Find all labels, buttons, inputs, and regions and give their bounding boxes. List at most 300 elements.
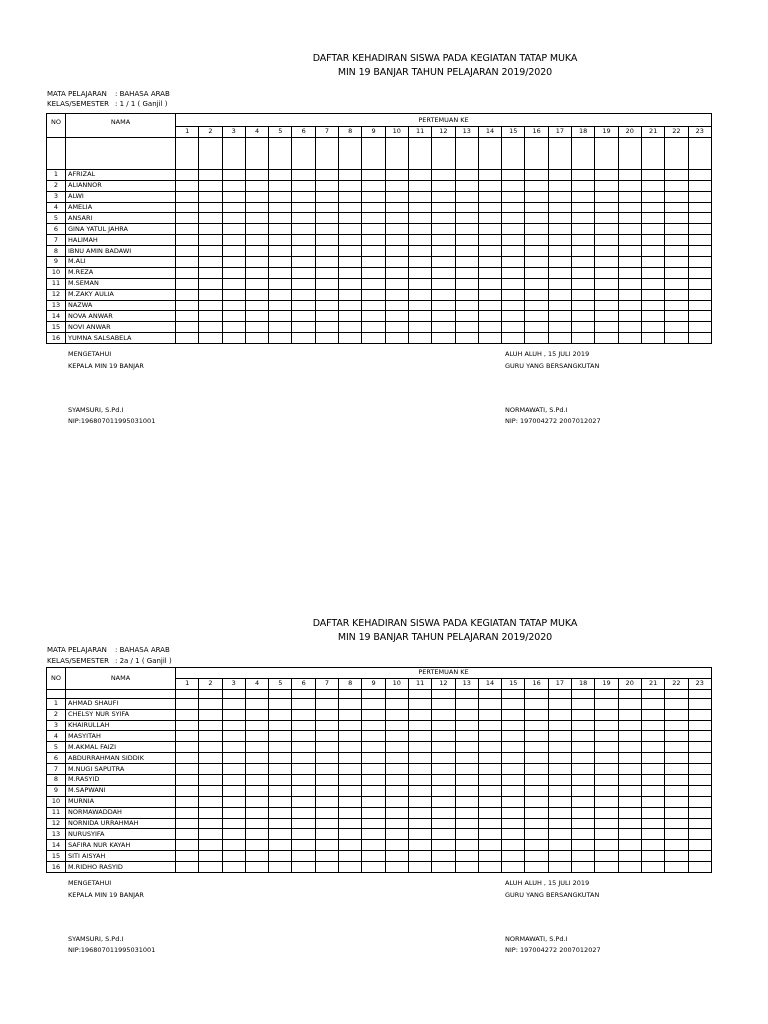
- attendance-cell: [618, 322, 641, 333]
- attendance-cell: [245, 278, 268, 289]
- attendance-cell: [408, 202, 431, 213]
- attendance-cell: [176, 289, 199, 300]
- attendance-cell: [502, 257, 525, 268]
- meeting-number: 4: [245, 127, 268, 138]
- attendance-cell: [455, 300, 478, 311]
- attendance-cell: [502, 775, 525, 786]
- attendance-cell: [548, 311, 571, 322]
- attendance-cell: [641, 213, 664, 224]
- attendance-cell: [525, 851, 548, 862]
- attendance-cell: [222, 698, 245, 709]
- attendance-cell: [688, 224, 712, 235]
- attendance-cell: [525, 775, 548, 786]
- attendance-cell: [641, 731, 664, 742]
- attendance-cell: [339, 840, 362, 851]
- attendance-cell: [176, 213, 199, 224]
- blank-cell: [222, 137, 245, 169]
- student-name: NURUSYIFA: [66, 829, 176, 840]
- attendance-cell: [245, 796, 268, 807]
- attendance-cell: [595, 818, 618, 829]
- attendance-cell: [641, 300, 664, 311]
- attendance-cell: [362, 246, 385, 257]
- attendance-cell: [292, 840, 315, 851]
- attendance-cell: [478, 742, 501, 753]
- meeting-number: 14: [478, 127, 501, 138]
- attendance-cell: [502, 764, 525, 775]
- attendance-cell: [222, 764, 245, 775]
- attendance-cell: [595, 753, 618, 764]
- attendance-cell: [385, 775, 408, 786]
- attendance-cell: [292, 257, 315, 268]
- subject-row: [47, 90, 170, 98]
- attendance-cell: [176, 235, 199, 246]
- student-number: 11: [47, 278, 66, 289]
- attendance-cell: [572, 180, 595, 191]
- attendance-cell: [455, 775, 478, 786]
- blank-cell: [688, 689, 712, 698]
- attendance-cell: [385, 235, 408, 246]
- attendance-cell: [595, 742, 618, 753]
- student-row: [47, 742, 712, 753]
- attendance-cell: [362, 720, 385, 731]
- attendance-cell: [618, 278, 641, 289]
- attendance-cell: [292, 289, 315, 300]
- blank-cell: [362, 137, 385, 169]
- attendance-cell: [339, 289, 362, 300]
- attendance-cell: [315, 753, 338, 764]
- attendance-cell: [688, 235, 712, 246]
- attendance-cell: [618, 213, 641, 224]
- attendance-cell: [339, 862, 362, 873]
- student-name: GINA YATUL JAHRA: [66, 224, 176, 235]
- student-row: [47, 191, 712, 202]
- attendance-cell: [176, 169, 199, 180]
- attendance-cell: [548, 753, 571, 764]
- attendance-cell: [432, 742, 455, 753]
- blank-cell: [478, 689, 501, 698]
- attendance-cell: [292, 311, 315, 322]
- student-row: [47, 180, 712, 191]
- attendance-cell: [665, 742, 688, 753]
- attendance-cell: [548, 742, 571, 753]
- attendance-cell: [292, 169, 315, 180]
- attendance-cell: [176, 753, 199, 764]
- attendance-cell: [362, 753, 385, 764]
- attendance-cell: [245, 246, 268, 257]
- sheet-title-line2: MIN 19 BANJAR TAHUN PELAJARAN 2019/2020: [337, 67, 553, 78]
- attendance-cell: [502, 840, 525, 851]
- attendance-cell: [455, 191, 478, 202]
- attendance-cell: [408, 829, 431, 840]
- attendance-cell: [641, 180, 664, 191]
- student-name: M.AKMAL FAIZI: [66, 742, 176, 753]
- attendance-cell: [641, 720, 664, 731]
- attendance-cell: [502, 311, 525, 322]
- attendance-cell: [292, 202, 315, 213]
- attendance-cell: [641, 257, 664, 268]
- student-row: [47, 829, 712, 840]
- attendance-cell: [362, 213, 385, 224]
- attendance-cell: [292, 753, 315, 764]
- attendance-cell: [339, 202, 362, 213]
- attendance-cell: [339, 191, 362, 202]
- attendance-cell: [269, 785, 292, 796]
- attendance-cell: [595, 202, 618, 213]
- attendance-cell: [176, 333, 199, 344]
- attendance-cell: [432, 257, 455, 268]
- blank-cell: [176, 137, 199, 169]
- attendance-cell: [478, 698, 501, 709]
- attendance-cell: [292, 709, 315, 720]
- meeting-number: 5: [269, 678, 292, 689]
- attendance-cell: [339, 267, 362, 278]
- attendance-cell: [339, 720, 362, 731]
- student-row: [47, 753, 712, 764]
- attendance-cell: [572, 267, 595, 278]
- attendance-cell: [688, 289, 712, 300]
- attendance-cell: [245, 213, 268, 224]
- attendance-cell: [548, 720, 571, 731]
- student-number: 9: [47, 785, 66, 796]
- attendance-cell: [385, 246, 408, 257]
- attendance-cell: [665, 731, 688, 742]
- attendance-cell: [595, 267, 618, 278]
- blank-cell: [269, 689, 292, 698]
- attendance-cell: [641, 829, 664, 840]
- attendance-cell: [432, 775, 455, 786]
- student-number: 3: [47, 191, 66, 202]
- attendance-cell: [385, 257, 408, 268]
- attendance-cell: [385, 731, 408, 742]
- attendance-cell: [269, 796, 292, 807]
- attendance-cell: [595, 720, 618, 731]
- attendance-cell: [315, 333, 338, 344]
- attendance-cell: [385, 333, 408, 344]
- attendance-cell: [292, 807, 315, 818]
- attendance-cell: [665, 753, 688, 764]
- blank-header-row: [47, 137, 712, 169]
- attendance-cell: [269, 851, 292, 862]
- attendance-cell: [525, 300, 548, 311]
- attendance-cell: [665, 807, 688, 818]
- attendance-cell: [362, 191, 385, 202]
- attendance-cell: [176, 267, 199, 278]
- student-name: AMELIA: [66, 202, 176, 213]
- student-number: 8: [47, 246, 66, 257]
- attendance-cell: [408, 246, 431, 257]
- left-signature-name: SYAMSURI, S.Pd.I: [68, 406, 124, 414]
- student-name: NOVA ANWAR: [66, 311, 176, 322]
- attendance-cell: [641, 742, 664, 753]
- attendance-cell: [339, 742, 362, 753]
- subject-row: [47, 646, 170, 654]
- attendance-cell: [688, 720, 712, 731]
- attendance-cell: [292, 698, 315, 709]
- attendance-cell: [199, 213, 222, 224]
- student-row: [47, 224, 712, 235]
- blank-cell: [688, 137, 712, 169]
- attendance-cell: [432, 191, 455, 202]
- attendance-cell: [222, 742, 245, 753]
- attendance-cell: [525, 289, 548, 300]
- attendance-cell: [269, 731, 292, 742]
- attendance-cell: [315, 300, 338, 311]
- attendance-cell: [432, 829, 455, 840]
- attendance-cell: [222, 300, 245, 311]
- student-row: [47, 289, 712, 300]
- attendance-cell: [548, 851, 571, 862]
- attendance-cell: [292, 775, 315, 786]
- student-name: M.NUGI SAPUTRA: [66, 764, 176, 775]
- attendance-cell: [595, 785, 618, 796]
- attendance-cell: [665, 709, 688, 720]
- attendance-cell: [665, 840, 688, 851]
- attendance-cell: [618, 709, 641, 720]
- attendance-cell: [478, 785, 501, 796]
- attendance-cell: [432, 720, 455, 731]
- attendance-cell: [595, 333, 618, 344]
- student-number: 6: [47, 753, 66, 764]
- attendance-cell: [199, 202, 222, 213]
- attendance-cell: [572, 862, 595, 873]
- attendance-cell: [502, 851, 525, 862]
- left-signature-role: KEPALA MIN 19 BANJAR: [68, 891, 144, 899]
- header-row: [47, 668, 712, 679]
- attendance-cell: [641, 235, 664, 246]
- attendance-cell: [665, 246, 688, 257]
- attendance-cell: [245, 311, 268, 322]
- attendance-cell: [432, 180, 455, 191]
- attendance-cell: [502, 862, 525, 873]
- attendance-cell: [339, 818, 362, 829]
- student-name: M.ALI: [66, 257, 176, 268]
- blank-cell: [641, 689, 664, 698]
- blank-cell: [408, 689, 431, 698]
- attendance-cell: [269, 333, 292, 344]
- attendance-cell: [245, 267, 268, 278]
- attendance-cell: [502, 785, 525, 796]
- blank-cell: [548, 689, 571, 698]
- attendance-cell: [432, 246, 455, 257]
- student-row: [47, 246, 712, 257]
- attendance-cell: [269, 698, 292, 709]
- student-row: [47, 840, 712, 851]
- student-name: M.SAPWANI: [66, 785, 176, 796]
- attendance-cell: [222, 333, 245, 344]
- blank-cell: [618, 689, 641, 698]
- attendance-cell: [525, 311, 548, 322]
- attendance-cell: [199, 829, 222, 840]
- attendance-cell: [339, 180, 362, 191]
- attendance-cell: [176, 191, 199, 202]
- attendance-cell: [455, 322, 478, 333]
- attendance-cell: [176, 785, 199, 796]
- attendance-cell: [688, 267, 712, 278]
- student-row: [47, 278, 712, 289]
- student-number: 5: [47, 213, 66, 224]
- student-name: ANSARI: [66, 213, 176, 224]
- attendance-cell: [176, 796, 199, 807]
- attendance-cell: [525, 180, 548, 191]
- attendance-cell: [455, 169, 478, 180]
- attendance-cell: [548, 862, 571, 873]
- attendance-cell: [455, 807, 478, 818]
- student-name: IBNU AMIN BADAWI: [66, 246, 176, 257]
- attendance-cell: [618, 300, 641, 311]
- attendance-cell: [176, 300, 199, 311]
- attendance-cell: [502, 709, 525, 720]
- student-number: 15: [47, 322, 66, 333]
- attendance-cell: [641, 202, 664, 213]
- attendance-cell: [269, 289, 292, 300]
- attendance-cell: [688, 775, 712, 786]
- attendance-cell: [315, 224, 338, 235]
- attendance-cell: [432, 753, 455, 764]
- attendance-cell: [362, 224, 385, 235]
- attendance-cell: [618, 862, 641, 873]
- attendance-cell: [339, 709, 362, 720]
- attendance-cell: [362, 840, 385, 851]
- attendance-cell: [502, 322, 525, 333]
- attendance-cell: [199, 698, 222, 709]
- attendance-cell: [595, 840, 618, 851]
- attendance-cell: [595, 246, 618, 257]
- attendance-cell: [315, 720, 338, 731]
- attendance-cell: [269, 213, 292, 224]
- attendance-cell: [362, 698, 385, 709]
- attendance-cell: [315, 829, 338, 840]
- attendance-cell: [385, 709, 408, 720]
- attendance-cell: [362, 267, 385, 278]
- attendance-cell: [269, 764, 292, 775]
- attendance-cell: [618, 267, 641, 278]
- attendance-cell: [408, 333, 431, 344]
- attendance-cell: [292, 246, 315, 257]
- student-row: [47, 764, 712, 775]
- attendance-cell: [665, 764, 688, 775]
- blank-cell: [385, 689, 408, 698]
- student-number: 12: [47, 289, 66, 300]
- meeting-number: 23: [688, 127, 712, 138]
- blank-cell: [176, 689, 199, 698]
- student-number: 10: [47, 267, 66, 278]
- attendance-cell: [665, 829, 688, 840]
- attendance-cell: [548, 300, 571, 311]
- student-row: [47, 300, 712, 311]
- attendance-cell: [665, 191, 688, 202]
- attendance-cell: [408, 862, 431, 873]
- attendance-cell: [455, 720, 478, 731]
- attendance-cell: [245, 224, 268, 235]
- attendance-cell: [665, 322, 688, 333]
- attendance-cell: [478, 202, 501, 213]
- attendance-cell: [502, 333, 525, 344]
- attendance-cell: [502, 742, 525, 753]
- sheet-title-line1: DAFTAR KEHADIRAN SISWA PADA KEGIATAN TATAP MUKA: [312, 53, 578, 64]
- attendance-cell: [502, 213, 525, 224]
- attendance-cell: [199, 300, 222, 311]
- attendance-cell: [525, 698, 548, 709]
- attendance-cell: [478, 213, 501, 224]
- attendance-cell: [618, 169, 641, 180]
- meeting-number: 22: [665, 678, 688, 689]
- attendance-cell: [595, 709, 618, 720]
- attendance-cell: [269, 180, 292, 191]
- student-row: [47, 731, 712, 742]
- attendance-cell: [502, 829, 525, 840]
- attendance-cell: [525, 753, 548, 764]
- attendance-cell: [641, 840, 664, 851]
- attendance-cell: [548, 246, 571, 257]
- attendance-cell: [245, 322, 268, 333]
- blank-cell: [595, 689, 618, 698]
- class-label: KELAS/SEMESTER: [47, 100, 109, 108]
- attendance-cell: [572, 785, 595, 796]
- attendance-cell: [269, 322, 292, 333]
- student-name: M.RASYID: [66, 775, 176, 786]
- attendance-cell: [618, 807, 641, 818]
- student-name: MASYITAH: [66, 731, 176, 742]
- meeting-number: 17: [548, 678, 571, 689]
- attendance-cell: [572, 775, 595, 786]
- attendance-cell: [641, 278, 664, 289]
- attendance-cell: [502, 180, 525, 191]
- attendance-cell: [432, 764, 455, 775]
- right-signature-nip: NIP: 197004272 2007012027: [505, 946, 601, 954]
- attendance-cell: [385, 720, 408, 731]
- attendance-cell: [572, 851, 595, 862]
- attendance-cell: [292, 862, 315, 873]
- attendance-cell: [385, 785, 408, 796]
- attendance-cell: [432, 796, 455, 807]
- attendance-cell: [245, 180, 268, 191]
- attendance-cell: [292, 764, 315, 775]
- attendance-cell: [618, 202, 641, 213]
- attendance-cell: [269, 862, 292, 873]
- attendance-cell: [618, 775, 641, 786]
- attendance-cell: [665, 180, 688, 191]
- left-signature-nip: NIP:196807011995031001: [68, 946, 156, 954]
- student-number: 16: [47, 862, 66, 873]
- attendance-cell: [362, 851, 385, 862]
- attendance-cell: [315, 213, 338, 224]
- attendance-cell: [245, 764, 268, 775]
- attendance-cell: [502, 753, 525, 764]
- attendance-cell: [292, 278, 315, 289]
- attendance-cell: [222, 753, 245, 764]
- attendance-cell: [618, 742, 641, 753]
- attendance-cell: [548, 322, 571, 333]
- attendance-cell: [688, 698, 712, 709]
- attendance-cell: [385, 202, 408, 213]
- attendance-cell: [199, 246, 222, 257]
- attendance-cell: [292, 213, 315, 224]
- class-row: [47, 100, 167, 108]
- attendance-cell: [199, 257, 222, 268]
- subject-value: : BAHASA ARAB: [115, 646, 170, 654]
- attendance-cell: [199, 191, 222, 202]
- attendance-cell: [269, 300, 292, 311]
- header-name: NAMA: [66, 668, 176, 690]
- blank-cell: [455, 137, 478, 169]
- attendance-cell: [315, 311, 338, 322]
- attendance-cell: [665, 796, 688, 807]
- attendance-cell: [665, 257, 688, 268]
- attendance-cell: [455, 731, 478, 742]
- attendance-cell: [618, 731, 641, 742]
- attendance-cell: [525, 257, 548, 268]
- attendance-cell: [618, 246, 641, 257]
